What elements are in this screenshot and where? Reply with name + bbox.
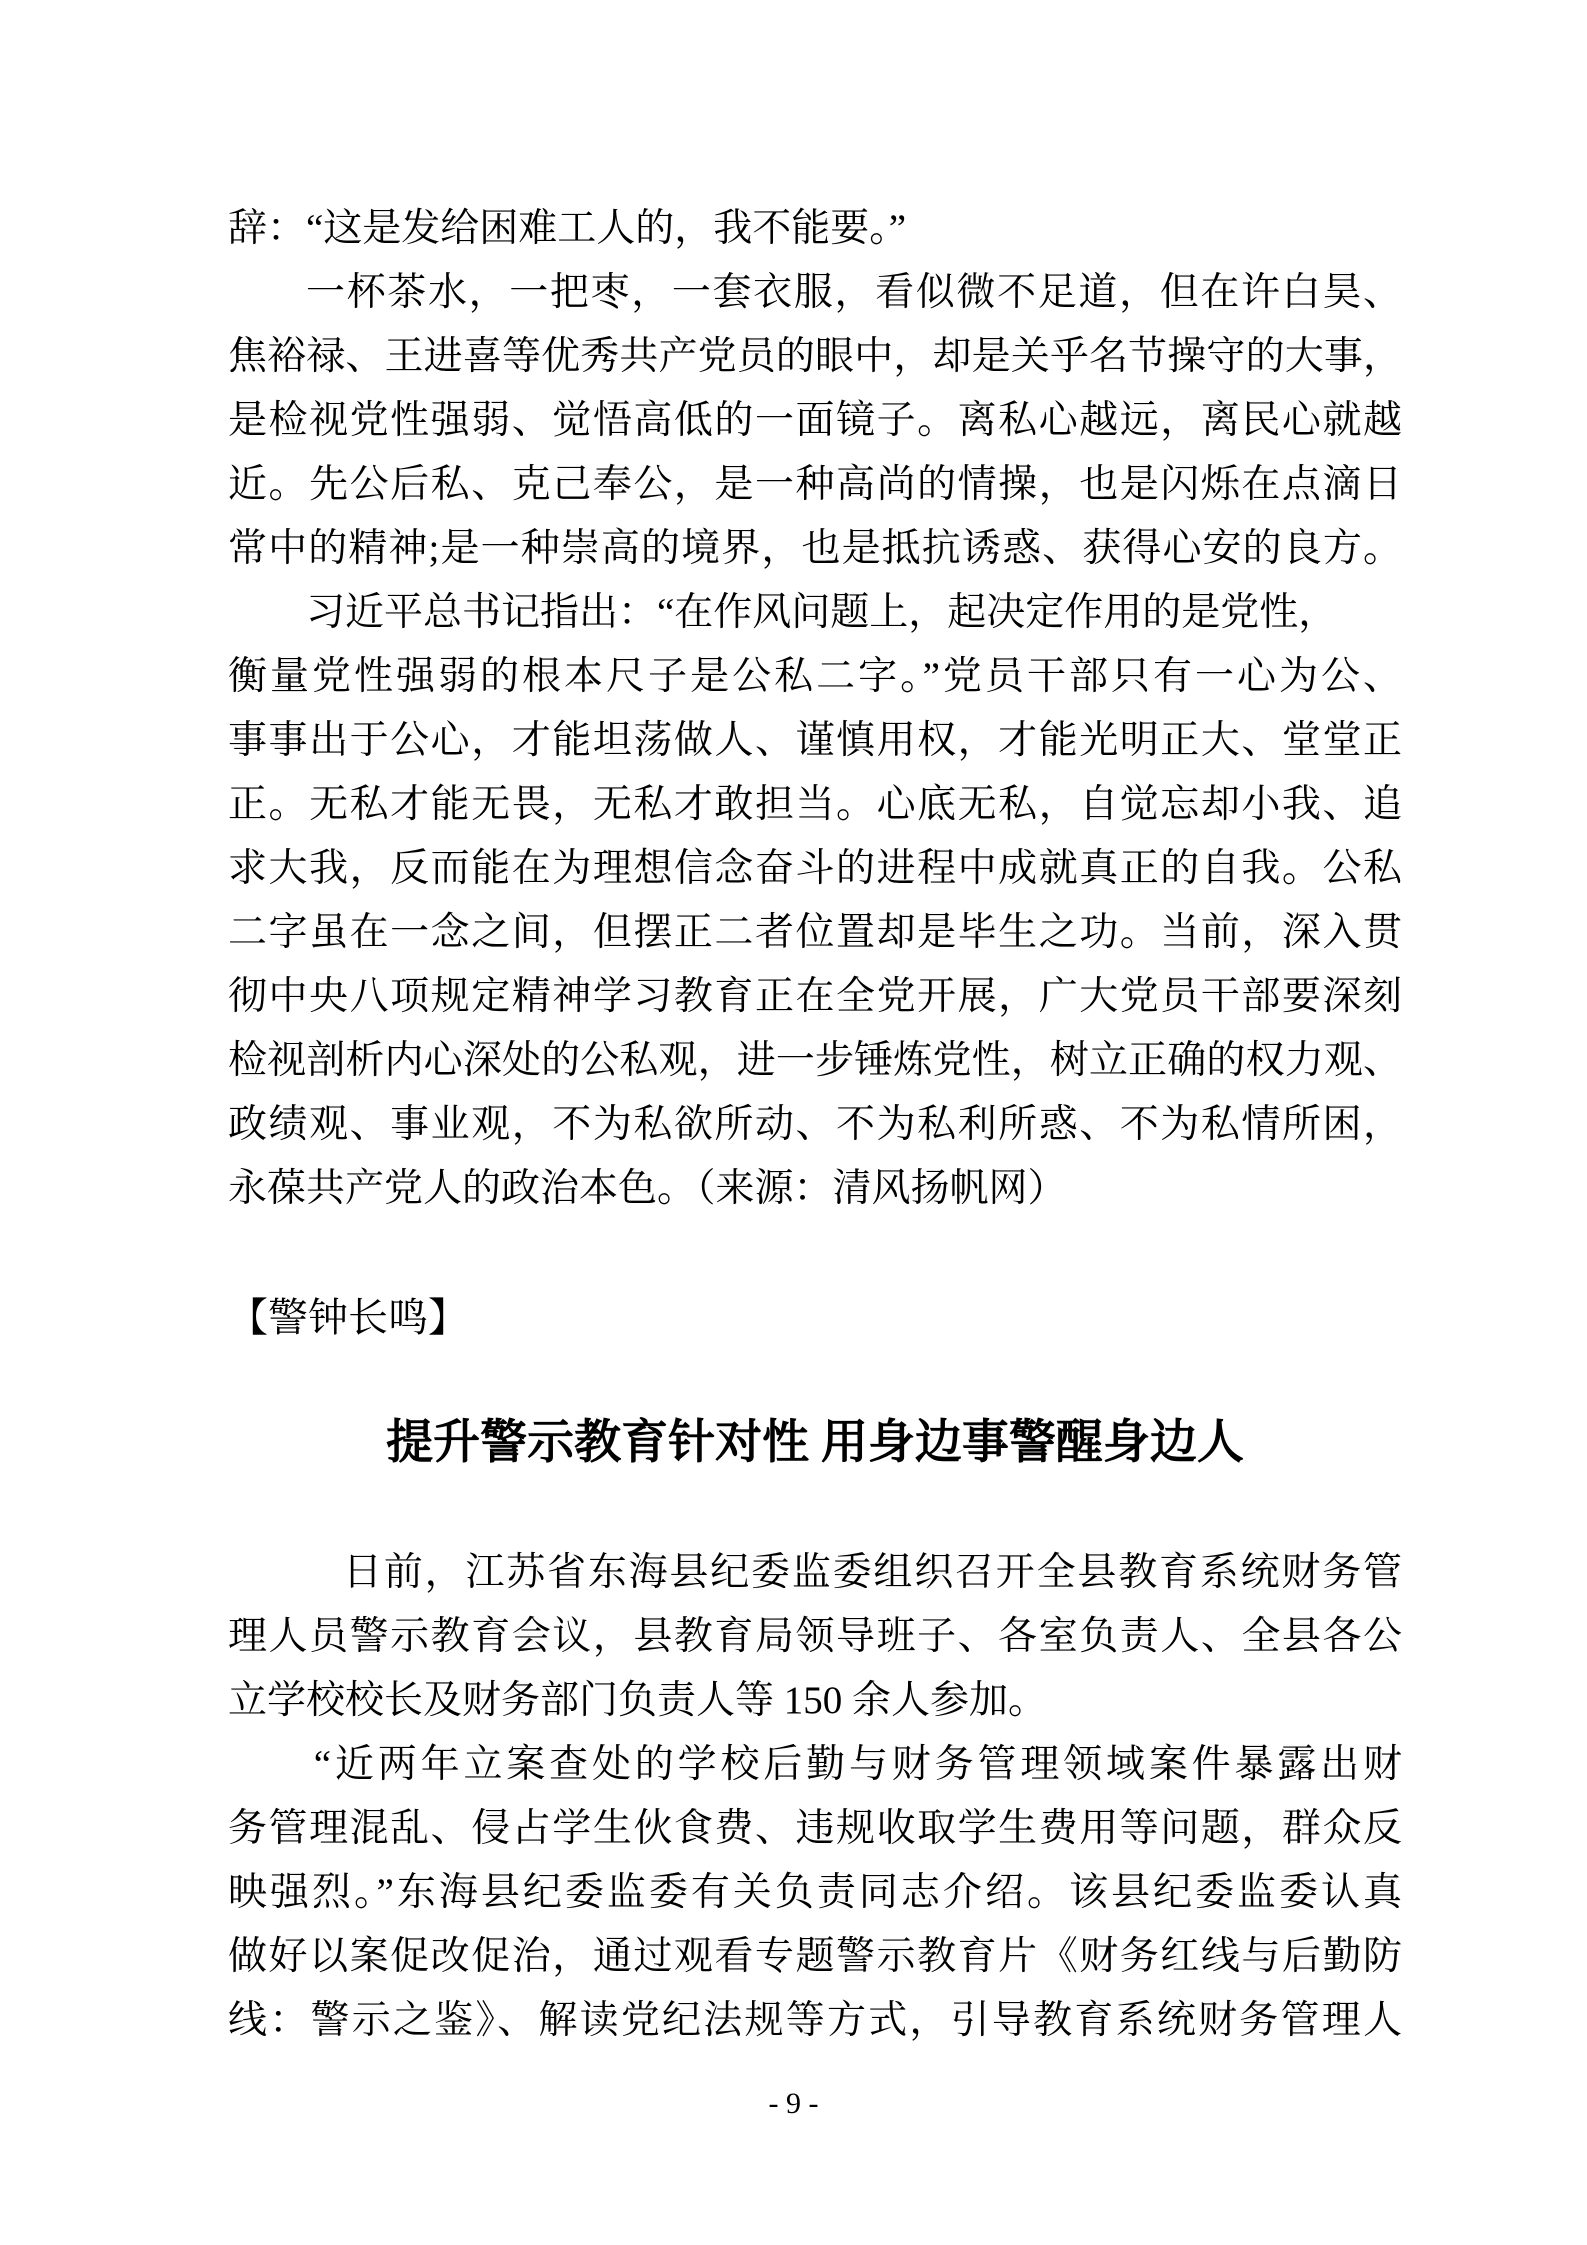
text-line: 习近平总书记指出：“在作风问题上，起决定作用的是党性， <box>306 591 1338 634</box>
text-line: 近。先公后私、克己奉公，是一种高尚的情操，也是闪烁在点滴日 <box>228 463 1402 506</box>
text-line: 常中的精神;是一种崇高的境界，也是抵抗诱惑、获得心安的良方。 <box>228 527 1402 570</box>
text-line: 事事出于公心，才能坦荡做人、谨慎用权，才能光明正大、堂堂正 <box>228 719 1402 762</box>
text-line: 检视剖析内心深处的公私观，进一步锤炼党性，树立正确的权力观、 <box>228 1039 1402 1082</box>
text-line: 永葆共产党人的政治本色。（来源：清风扬帆网） <box>228 1167 1067 1210</box>
text-line: 做好以案促改促治，通过观看专题警示教育片《财务红线与后勤防 <box>228 1935 1402 1978</box>
text-line: 二字虽在一念之间，但摆正二者位置却是毕生之功。当前，深入贯 <box>228 911 1402 954</box>
text-line: 正。无私才能无畏，无私才敢担当。心底无私，自觉忘却小我、追 <box>228 783 1402 826</box>
text-line: 务管理混乱、侵占学生伙食费、违规收取学生费用等问题，群众反 <box>228 1807 1402 1850</box>
text-line: 辞：“这是发给困难工人的，我不能要。” <box>228 207 907 250</box>
text-line: 立学校校长及财务部门负责人等 150 余人参加。 <box>228 1679 1048 1722</box>
text-line: 一杯茶水，一把枣，一套衣服，看似微不足道，但在许白昊、 <box>306 271 1402 314</box>
text-line: 是检视党性强弱、觉悟高低的一面镜子。离私心越远，离民心就越 <box>228 399 1402 442</box>
paragraph-block-1 <box>228 197 1402 1221</box>
page-number: - 9 - <box>768 2087 819 2120</box>
text-line: 焦裕禄、王进喜等优秀共产党员的眼中，却是关乎名节操守的大事， <box>228 335 1402 378</box>
text-line: 求大我，反而能在为理想信念奋斗的进程中成就真正的自我。公私 <box>228 847 1402 890</box>
text-line: 政绩观、事业观，不为私欲所动、不为私利所惑、不为私情所困， <box>228 1103 1402 1146</box>
section-header: 【警钟长鸣】 <box>228 1295 468 1340</box>
text-line: 日前，江苏省东海县纪委监委组织召开全县教育系统财务管 <box>343 1551 1402 1594</box>
article-headline: 提升警示教育针对性 用身边事警醒身边人 <box>386 1417 1244 1469</box>
text-line: “近两年立案查处的学校后勤与财务管理领域案件暴露出财 <box>313 1743 1402 1786</box>
paragraph-block-2 <box>228 1541 1402 2053</box>
text-line: 理人员警示教育会议，县教育局领导班子、各室负责人、全县各公 <box>228 1615 1402 1658</box>
text-line: 线：警示之鉴》、解读党纪法规等方式，引导教育系统财务管理人 <box>228 1999 1402 2042</box>
text-line: 映强烈。”东海县纪委监委有关负责同志介绍。该县纪委监委认真 <box>228 1871 1402 1914</box>
text-line: 衡量党性强弱的根本尺子是公私二字。”党员干部只有一心为公、 <box>228 655 1402 698</box>
text-line: 彻中央八项规定精神学习教育正在全党开展，广大党员干部要深刻 <box>228 975 1402 1018</box>
